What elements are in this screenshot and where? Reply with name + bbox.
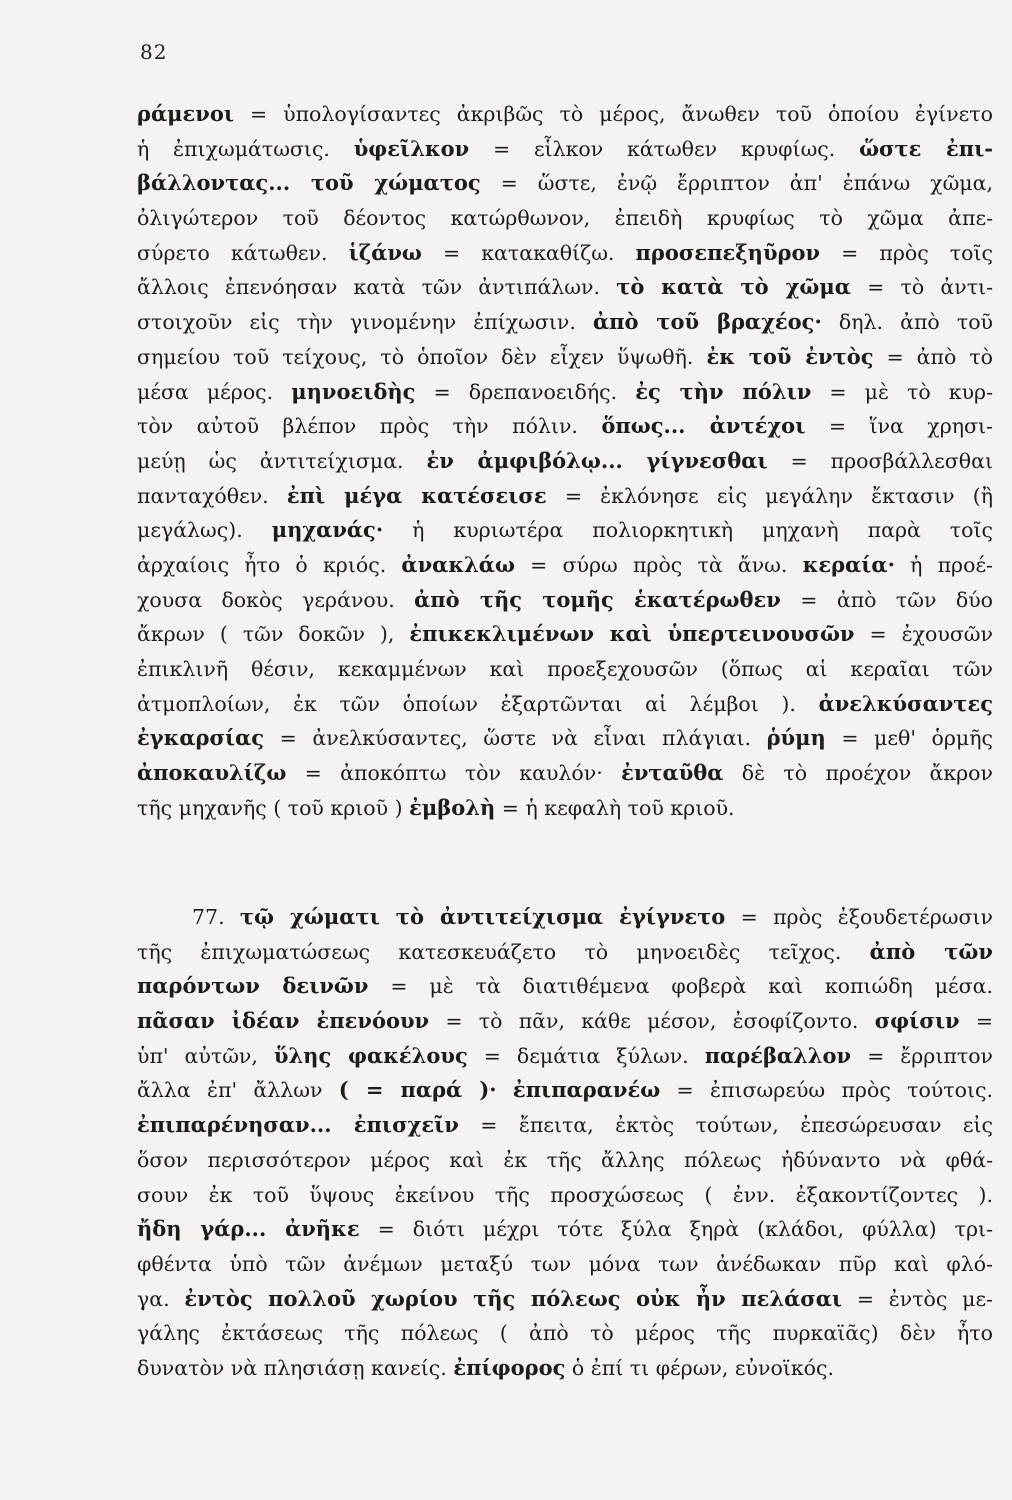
lemma-term: σφίσιν (874, 1008, 960, 1034)
commentary-paragraph (137, 900, 993, 1386)
gloss-text: = ἵνα χρησι- (805, 414, 993, 439)
gloss-text: ἡ κυριωτέρα πολιορκητικὴ μηχανὴ παρὰ τοῖς (383, 518, 994, 543)
gloss-text: ἡ προέ- (894, 552, 993, 577)
text-line (137, 1316, 993, 1351)
gloss-text: ὑπ' αὐτῶν, (137, 1043, 274, 1068)
lemma-term: βάλλοντας... τοῦ χώματος (137, 170, 481, 196)
text-line (137, 935, 993, 970)
lemma-term: μηνοειδὴς (291, 378, 416, 404)
lemma-term: ὑφεῖλκον (353, 135, 470, 161)
text-line (137, 132, 993, 167)
lemma-term: ἀπὸ τοῦ βραχέος· (593, 309, 822, 335)
gloss-text: 77. (192, 905, 240, 929)
lemma-term: κεραία· (802, 551, 895, 577)
gloss-text: = ἐντὸς με- (842, 1286, 993, 1311)
text-line (137, 1212, 993, 1247)
gloss-text: ὀλιγώτερον τοῦ δέοντος κατώρθωνον, ἐπειδὴ κρυφίως τὸ χῶμα ἀπε- (137, 206, 993, 231)
text-line (137, 548, 993, 583)
gloss-text: = ἀποκόπτω τὸν καυλόν· (286, 761, 622, 786)
gloss-text: ἀτμοπλοίων, ἐκ τῶν ὁποίων ἐξαρτῶνται αἱ λέμβοι ). (137, 691, 819, 716)
text-line (137, 1004, 993, 1039)
lemma-term: ἐν ἀμφιβόλῳ... γίγνεσθαι (426, 447, 768, 473)
text-line (137, 1351, 993, 1386)
lemma-term: ἐπὶ μέγα κατέσεισε (286, 482, 547, 508)
gloss-text: = δεμάτια ξύλων. (467, 1043, 705, 1068)
text-line (137, 652, 993, 687)
gloss-text: = ὥστε, ἐνῷ ἔρριπτον ἀπ' ἐπάνω χῶμα, (480, 171, 993, 196)
text-line (137, 270, 993, 305)
text-line (137, 375, 993, 410)
gloss-text: = ἀπὸ τῶν δύο (780, 587, 993, 612)
lemma-term: τῷ χώματι τὸ ἀντιτείχισμα ἐγίγνετο (239, 904, 726, 929)
lemma-term: ἐπιπαρένησαν... ἐπισχεῖν (137, 1112, 459, 1138)
gloss-text: ὁ ἐπί τι φέρων, εὐνοϊκός. (565, 1355, 835, 1380)
lemma-term: ράμενοι (137, 101, 235, 126)
gloss-text: ἀρχαίοις ἦτο ὁ κριός. (137, 552, 402, 577)
gloss-text: = διότι μέχρι τότε ξύλα ξηρὰ (κλάδοι, φύλλα) τρι- (359, 1217, 994, 1242)
text-line (137, 513, 993, 548)
gloss-text: = ἐκλόνησε εἰς μεγάλην ἔκτασιν (ἢ (546, 483, 994, 508)
gloss-text: = μὲ τὸ κυρ- (811, 379, 994, 404)
text-line (137, 756, 993, 791)
lemma-term: ἐνταῦθα (621, 760, 724, 786)
text-line (137, 791, 993, 826)
gloss-text: = τὸ πᾶν, κάθε μέσον, ἐσοφίζοντο. (429, 1009, 875, 1034)
lemma-term: ( = παρά )· (338, 1077, 497, 1103)
text-line (137, 721, 993, 756)
text-line (137, 900, 993, 935)
text-line (137, 479, 993, 514)
gloss-text: = δρεπανοειδής. (415, 379, 636, 404)
text-line (137, 201, 993, 236)
commentary-paragraph (137, 97, 993, 825)
gloss-text: = ἔπειτα, ἐκτὸς τούτων, ἐπεσώρευσαν εἰς (458, 1113, 993, 1138)
text-line (137, 444, 993, 479)
lemma-term: ἀπὸ τῆς τομῆς ἑκατέρωθεν (414, 586, 781, 612)
lemma-term: ἐπικεκλιμένων καὶ ὑπερτεινουσῶν (409, 621, 855, 647)
gloss-text: = μεθ' ὁρμῆς (825, 726, 994, 751)
gloss-text: = ἐπισωρεύω πρὸς τούτοις. (660, 1078, 993, 1103)
gloss-text: τὸν αὐτοῦ βλέπον πρὸς τὴν πόλιν. (137, 414, 602, 439)
text-line (137, 969, 993, 1004)
gloss-text: φθέντα ὑπὸ τῶν ἀνέμων μεταξύ των μόνα των ἀνέδωκαν πῦρ καὶ φλό- (137, 1251, 993, 1276)
lemma-term: ἐπιπαρανέω (512, 1077, 661, 1103)
gloss-text: ὅσον περισσότερον μέρος καὶ ἐκ τῆς ἄλλης πόλεως ἠδύναντο νὰ φθά- (137, 1147, 993, 1172)
gloss-text: = ἔρριπτον (851, 1043, 993, 1068)
gloss-text: τῆς ἐπιχωματώσεως κατεσκευάζετο τὸ μηνοειδὲς τεῖχος. (137, 939, 870, 964)
gloss-text: = μὲ τὰ διατιθέμενα φοβερὰ καὶ κοπιώδη μέσα. (368, 974, 993, 999)
lemma-term: ἐμβολὴ (409, 794, 496, 820)
gloss-text: = ἀνελκύσαντες, ὥστε νὰ εἶναι πλάγιαι. (264, 726, 767, 751)
lemma-term: ἱζάνω (348, 239, 422, 265)
gloss-text: ἄλλα ἐπ' ἄλλων (137, 1078, 339, 1103)
lemma-term: ἀπὸ τῶν (869, 938, 993, 964)
text-line (137, 1247, 993, 1282)
gloss-text: = κατακαθίζω. (421, 240, 636, 265)
text-line (137, 1178, 993, 1213)
gloss-text: = εἷλκον κάτωθεν κρυφίως. (469, 136, 860, 161)
text-line (137, 340, 993, 375)
gloss-text: σημείου τοῦ τείχους, τὸ ὁποῖον δὲν εἶχεν ὕψωθῆ. (137, 344, 707, 369)
gloss-text: σουν ἐκ τοῦ ὕψους ἐκείνου τῆς προσχώσεως ( ἐνν. ἐξακοντίζοντες ). (137, 1182, 993, 1207)
gloss-text: ἐπικλινῆ θέσιν, κεκαμμένων καὶ προεξεχουσῶν (ὅπως αἱ κεραῖαι τῶν (137, 657, 993, 681)
text-line (137, 583, 993, 618)
lemma-term: ἤδη γάρ... ἀνῆκε (137, 1216, 360, 1242)
text-line (137, 1039, 993, 1074)
gloss-text: τῆς μηχανῆς ( τοῦ κριοῦ ) (137, 795, 410, 820)
gloss-text: μεύῃ ὡς ἀντιτείχισμα. (137, 448, 427, 473)
lemma-term: πᾶσαν ἰδέαν ἐπενόουν (137, 1008, 430, 1034)
gloss-text: δυνατὸν νὰ πλησιάσῃ κανείς. (137, 1355, 454, 1380)
text-line (137, 1143, 993, 1178)
lemma-term: ὅπως... ἀντέχοι (601, 413, 806, 439)
gloss-text (497, 1078, 513, 1102)
lemma-term: ἐς τὴν πόλιν (635, 378, 812, 404)
text-line (137, 687, 993, 722)
lemma-term: ἀνακλάω (401, 551, 515, 577)
lemma-term: ἐπίφορος (453, 1354, 566, 1380)
gloss-text: σύρετο κάτωθεν. (137, 240, 349, 265)
lemma-term: ὥστε ἐπι- (859, 135, 994, 161)
text-line (137, 305, 993, 340)
text-line (137, 1108, 993, 1143)
text-line (137, 236, 993, 271)
gloss-text: = ἀπὸ τὸ (873, 344, 993, 369)
gloss-text: μέσα μέρος. (137, 379, 292, 404)
gloss-text: = πρὸς ἐξουδετέρωσιν (725, 905, 993, 929)
gloss-text: δὲ τὸ προέχον ἄκρον (723, 761, 993, 786)
text-line (137, 166, 993, 201)
text-line (137, 1282, 993, 1317)
gloss-text: γα. (137, 1286, 185, 1311)
lemma-term: τὸ κατὰ τὸ χῶμα (616, 274, 851, 300)
gloss-text: ἡ ἐπιχωμάτωσις. (137, 136, 354, 161)
lemma-term: προσεπεξηῦρον (635, 239, 821, 265)
lemma-term: ῥύμη (766, 725, 826, 751)
gloss-text: = σύρω πρὸς τὰ ἄνω. (514, 552, 803, 577)
lemma-term: ἀνελκύσαντες (818, 690, 993, 716)
gloss-text: δηλ. ἀπὸ τοῦ (821, 310, 993, 335)
lemma-term: ἐντὸς πολλοῦ χωρίου τῆς πόλεως οὐκ ἦν πελάσαι (184, 1285, 843, 1311)
lemma-term: μηχανάς· (271, 517, 384, 543)
gloss-text: πανταχόθεν. (137, 483, 287, 508)
text-line (137, 409, 993, 444)
lemma-term: ὕλης φακέλους (273, 1042, 468, 1068)
gloss-text: = πρὸς τοῖς (820, 240, 993, 265)
gloss-text: μεγάλως). (137, 518, 272, 543)
page-number: 82 (140, 40, 168, 64)
gloss-text: χουσα δοκὸς γεράνου. (137, 587, 415, 612)
text-line (137, 1073, 993, 1108)
gloss-text: = τὸ ἀντι- (850, 275, 993, 300)
gloss-text: = προσβάλλεσθαι (767, 448, 993, 473)
lemma-term: ἐγκαρσίας (137, 725, 265, 751)
lemma-term: παρέβαλλον (704, 1042, 852, 1068)
lemma-term: ἐκ τοῦ ἐντὸς (706, 343, 874, 369)
gloss-text: = (959, 1009, 993, 1034)
gloss-text: = ἡ κεφαλὴ τοῦ κριοῦ. (495, 795, 735, 820)
gloss-text: ἄλλοις ἐπενόησαν κατὰ τῶν ἀντιπάλων. (137, 275, 617, 300)
text-line (137, 617, 993, 652)
text-line (137, 97, 993, 132)
gloss-text: ἄκρων ( τῶν δοκῶν ), (137, 622, 410, 647)
gloss-text: γάλης ἐκτάσεως τῆς πόλεως ( ἀπὸ τὸ μέρος τῆς πυρκαϊᾶς) δὲν ἦτο (137, 1321, 993, 1346)
lemma-term: ἀποκαυλίζω (137, 760, 287, 786)
gloss-text: = ἐχουσῶν (854, 622, 993, 647)
gloss-text: = ὑπολογίσαντες ἀκριβῶς τὸ μέρος, ἄνωθεν τοῦ ὁποίου ἐγίνετο (234, 102, 993, 126)
lemma-term: παρόντων δεινῶν (137, 973, 369, 999)
gloss-text: στοιχοῦν εἰς τὴν γινομένην ἐπίχωσιν. (137, 310, 593, 335)
